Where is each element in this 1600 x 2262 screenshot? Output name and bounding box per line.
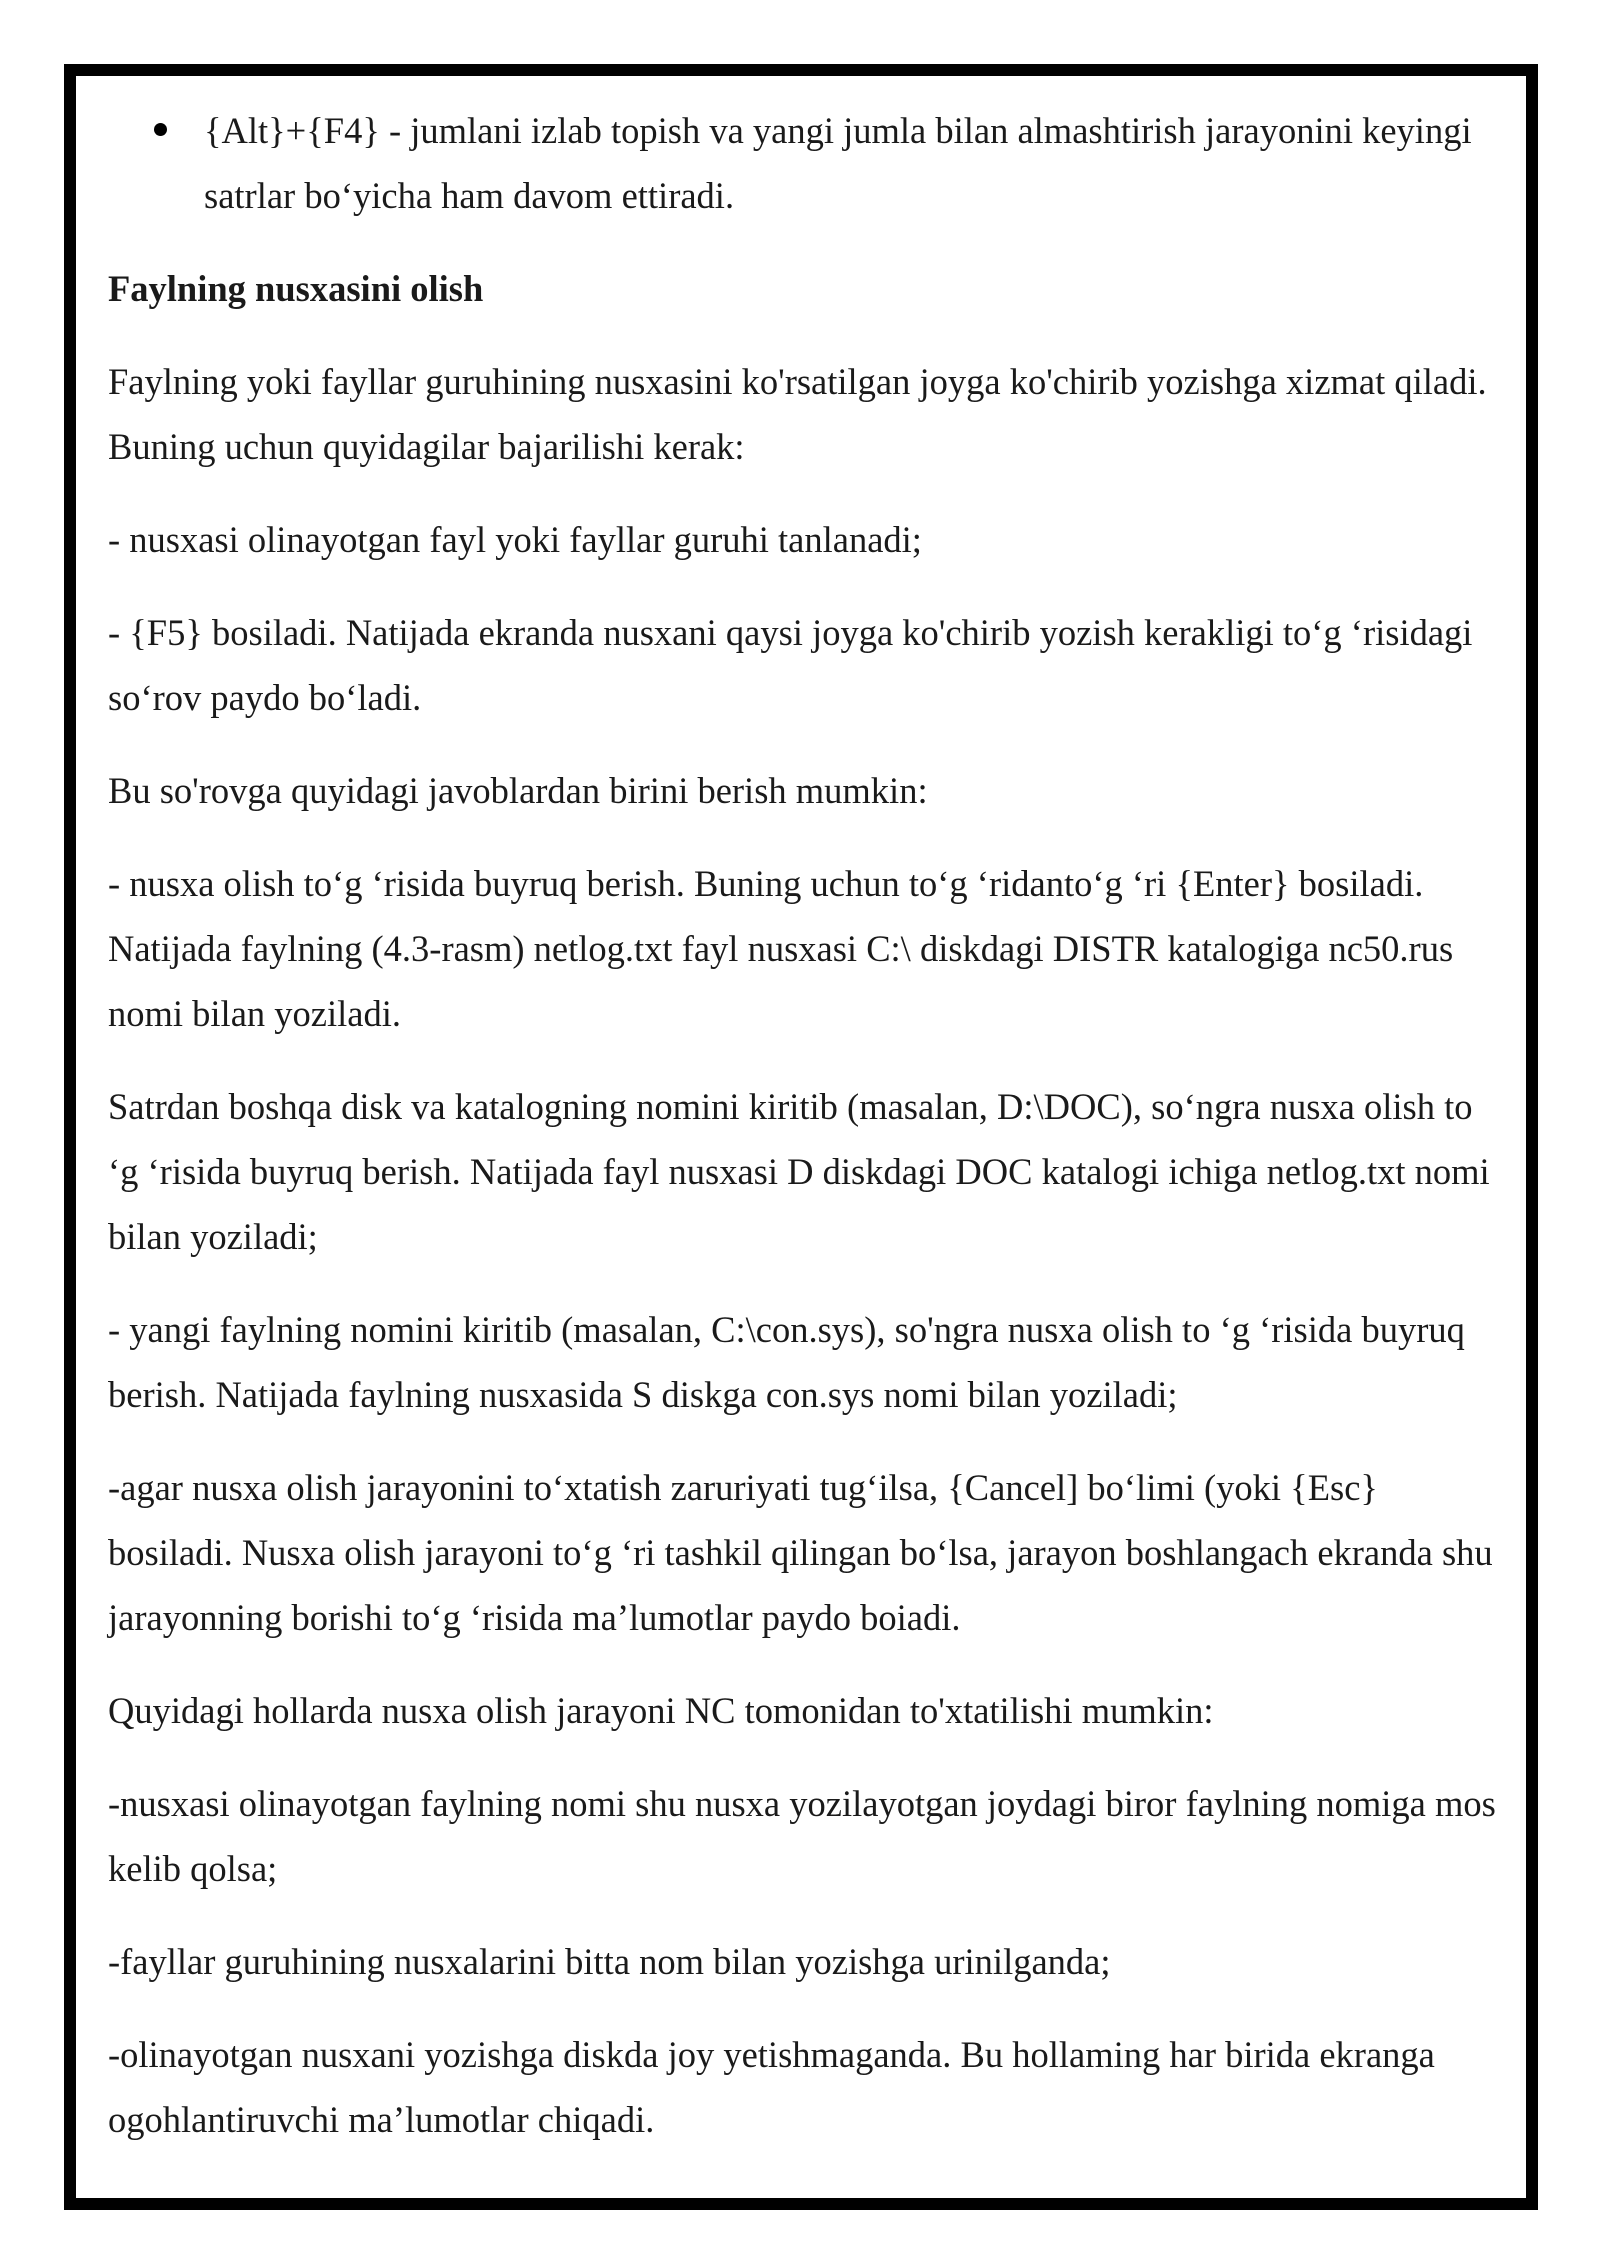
paragraph-answers-intro: Bu so'rovga quyidagi javoblardan birini berish mumkin: xyxy=(108,770,928,811)
document-body xyxy=(108,98,1500,2180)
paragraph-answer-other-disk: Satrdan boshqa disk va katalogning nomini kiritib (masalan, D:\DOC), so‘ngra nusxa olish to ‘g ‘risida buyruq berish. Natijada fayl nusxasi D diskdagi DOC katalogi ichiga netlog.txt nomi bilan yoziladi; xyxy=(108,1086,1490,1257)
paragraph-answer-new-name: - yangi faylning nomini kiritib (masalan, C:\con.sys), so'ngra nusxa olish to ‘g ‘risida buyruq berish. Natijada faylning nusxasida S diskga con.sys nomi bilan yoziladi; xyxy=(108,1309,1465,1415)
paragraph-answer-cancel: -agar nusxa olish jarayonini to‘xtatish zaruriyati tug‘ilsa, {Cancel] bo‘limi (yoki {Esc} bosiladi. Nusxa olish jarayoni to‘g ‘ri tashkil qilingan bo‘lsa, jarayon boshlangach ekranda shu jarayonning borishi to‘g ‘risida ma’lumotlar paydo boiadi. xyxy=(108,1467,1493,1638)
bullet-list-item xyxy=(108,98,1500,228)
bullet-text: {Alt}+{F4} - jumlani izlab topish va yangi jumla bilan almashtirish jarayonini keyingi satrlar bo‘yicha ham davom ettiradi. xyxy=(204,110,1472,216)
section-heading: Faylning nusxasini olish xyxy=(108,268,484,309)
bullet-dot-icon xyxy=(154,123,167,136)
paragraph-stop-case-name: -nusxasi olinayotgan faylning nomi shu nusxa yozilayotgan joydagi biror faylning nomiga mos kelib qolsa; xyxy=(108,1783,1496,1889)
paragraph-stop-cases-intro: Quyidagi hollarda nusxa olish jarayoni NC tomonidan to'xtatilishi mumkin: xyxy=(108,1690,1214,1731)
paragraph-stop-case-space: -olinayotgan nusxani yozishga diskda joy yetishmaganda. Bu hollaming har birida ekranga ogohlantiruvchi ma’lumotlar chiqadi. xyxy=(108,2034,1435,2140)
paragraph-step-select: - nusxasi olinayotgan fayl yoki fayllar guruhi tanlanadi; xyxy=(108,519,922,560)
paragraph-stop-case-group: -fayllar guruhining nusxalarini bitta nom bilan yozishga urinilganda; xyxy=(108,1941,1111,1982)
paragraph-intro: Faylning yoki fayllar guruhining nusxasini ko'rsatilgan joyga ko'chirib yozishga xizmat qiladi. Buning uchun quyidagilar bajarilishi kerak: xyxy=(108,361,1487,467)
paragraph-step-f5: - {F5} bosiladi. Natijada ekranda nusxani qaysi joyga ko'chirib yozish kerakligi to‘g ‘risidagi so‘rov paydo bo‘ladi. xyxy=(108,612,1473,718)
paragraph-answer-enter: - nusxa olish to‘g ‘risida buyruq berish. Buning uchun to‘g ‘ridanto‘g ‘ri {Enter} bosiladi. Natijada faylning (4.3-rasm) netlog.txt fayl nusxasi C:\ diskdagi DISTR katalogiga nc50.rus nomi bilan yoziladi. xyxy=(108,863,1454,1034)
page-border xyxy=(64,64,1538,2210)
